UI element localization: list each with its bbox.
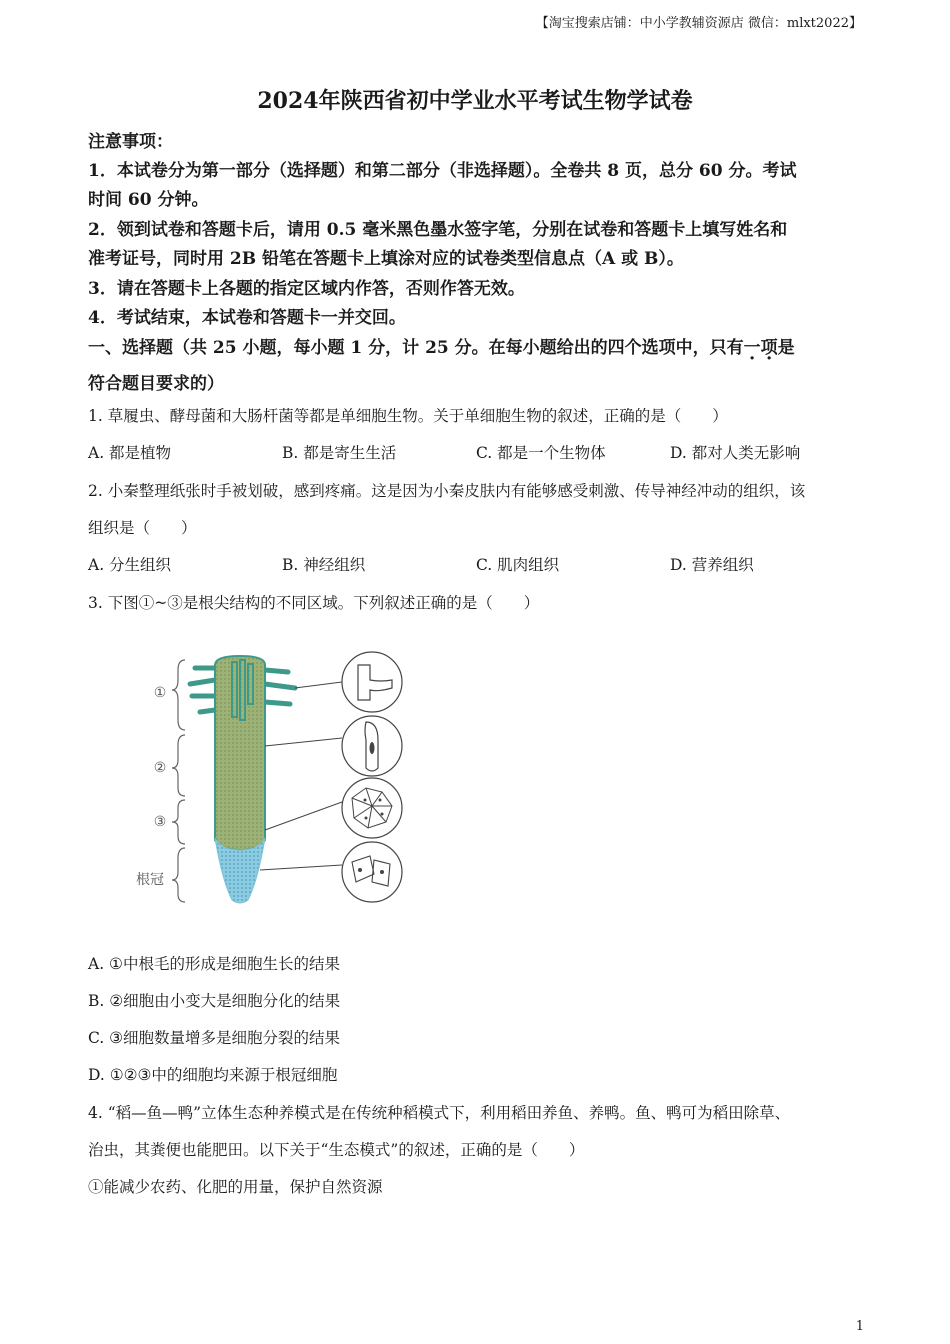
page-title: 2024年陕西省初中学业水平考试生物学试卷 — [257, 88, 693, 114]
note-2-line-2: 准考证号，同时用 2B 铅笔在答题卡上填涂对应的试卷类型信息点（A 或 B）。 — [88, 249, 684, 269]
notes-heading: 注意事项： — [88, 132, 173, 152]
emphasis-char-1: 一 — [743, 338, 761, 358]
section-1-heading-line-2: 符合题目要求的） — [88, 374, 224, 394]
note-2-line-1: 2．领到试卷和答题卡后，请用 0.5 毫米黑色墨水签字笔，分别在试卷和答题卡上填写姓名和 — [88, 220, 788, 240]
q4-stem-line-2: 治虫，其粪便也能肥田。以下关于“生态模式”的叙述，正确的是（ ） — [88, 1141, 585, 1159]
q2-option-a: A. 分生组织 — [88, 556, 172, 574]
q4-stem-line-1: 4. “稻—鱼—鸭”立体生态种养模式是在传统种稻模式下，利用稻田养鱼、养鸭。鱼、鸭可为稻田除草、 — [88, 1104, 791, 1122]
note-4: 4．考试结束，本试卷和答题卡一并交回。 — [88, 308, 406, 328]
q2-option-c: C. 肌肉组织 — [476, 556, 560, 574]
bracket-root-cap — [172, 848, 185, 902]
q2-option-b: B. 神经组织 — [282, 556, 366, 574]
q3-option-a: A. ①中根毛的形成是细胞生长的结果 — [88, 955, 340, 973]
q3-option-b: B. ②细胞由小变大是细胞分化的结果 — [88, 992, 341, 1010]
q2-option-d: D. 营养组织 — [670, 556, 754, 574]
q4-statement-1: ①能减少农药、化肥的用量，保护自然资源 — [88, 1178, 383, 1196]
emphasis-char-2: 项 — [760, 338, 778, 358]
cell-circle-root-cap — [342, 842, 402, 902]
label-root-cap: 根冠 — [136, 871, 164, 887]
q2-stem-line-2: 组织是（ ） — [88, 519, 197, 537]
note-1-line-1: 1．本试卷分为第一部分（选择题）和第二部分（非选择题）。全卷共 8 页，总分 60 分。考试 — [88, 161, 797, 181]
q1-stem: 1. 草履虫、酵母菌和大肠杆菌等都是单细胞生物。关于单细胞生物的叙述，正确的是（ ） — [88, 407, 728, 425]
root-tip-figure — [120, 650, 420, 910]
page-number: 1 — [855, 1319, 864, 1334]
bracket-1 — [172, 660, 185, 730]
q1-option-b: B. 都是寄生生活 — [282, 444, 397, 462]
cell-circle-root-hair — [342, 652, 402, 712]
q3-stem: 3. 下图①~③是根尖结构的不同区域。下列叙述正确的是（ ） — [88, 594, 540, 612]
q3-option-d: D. ①②③中的细胞均来源于根冠细胞 — [88, 1066, 338, 1084]
header-note: 【淘宝搜索店铺：中小学教辅资源店 微信：mlxt2022】 — [535, 16, 862, 31]
bracket-2 — [172, 735, 185, 796]
q1-option-c: C. 都是一个生物体 — [476, 444, 606, 462]
section-1-heading-line-1 — [88, 333, 795, 358]
label-region-3: ③ — [153, 814, 167, 830]
note-3: 3．请在答题卡上各题的指定区域内作答，否则作答无效。 — [88, 279, 525, 299]
q3-option-c: C. ③细胞数量增多是细胞分裂的结果 — [88, 1029, 341, 1047]
q1-option-a: A. 都是植物 — [88, 444, 172, 462]
section-1-suffix: 是 — [777, 338, 795, 358]
section-1-prefix: 一、选择题（共 25 小题，每小题 1 分，计 25 分。在每小题给出的四个选项中，只有 — [88, 338, 744, 358]
cell-circle-elongation — [342, 716, 402, 776]
label-region-2: ② — [153, 760, 167, 776]
label-region-1: ① — [153, 685, 167, 701]
note-1-line-2: 时间 60 分钟。 — [88, 190, 209, 210]
cell-circle-meristem — [342, 778, 402, 838]
bracket-3 — [172, 800, 185, 844]
q1-option-d: D. 都对人类无影响 — [670, 444, 801, 462]
q2-stem-line-1: 2. 小秦整理纸张时手被划破，感到疼痛。这是因为小秦皮肤内有能够感受刺激、传导神经冲动的组织，该 — [88, 482, 806, 500]
connector-lines — [260, 682, 342, 870]
